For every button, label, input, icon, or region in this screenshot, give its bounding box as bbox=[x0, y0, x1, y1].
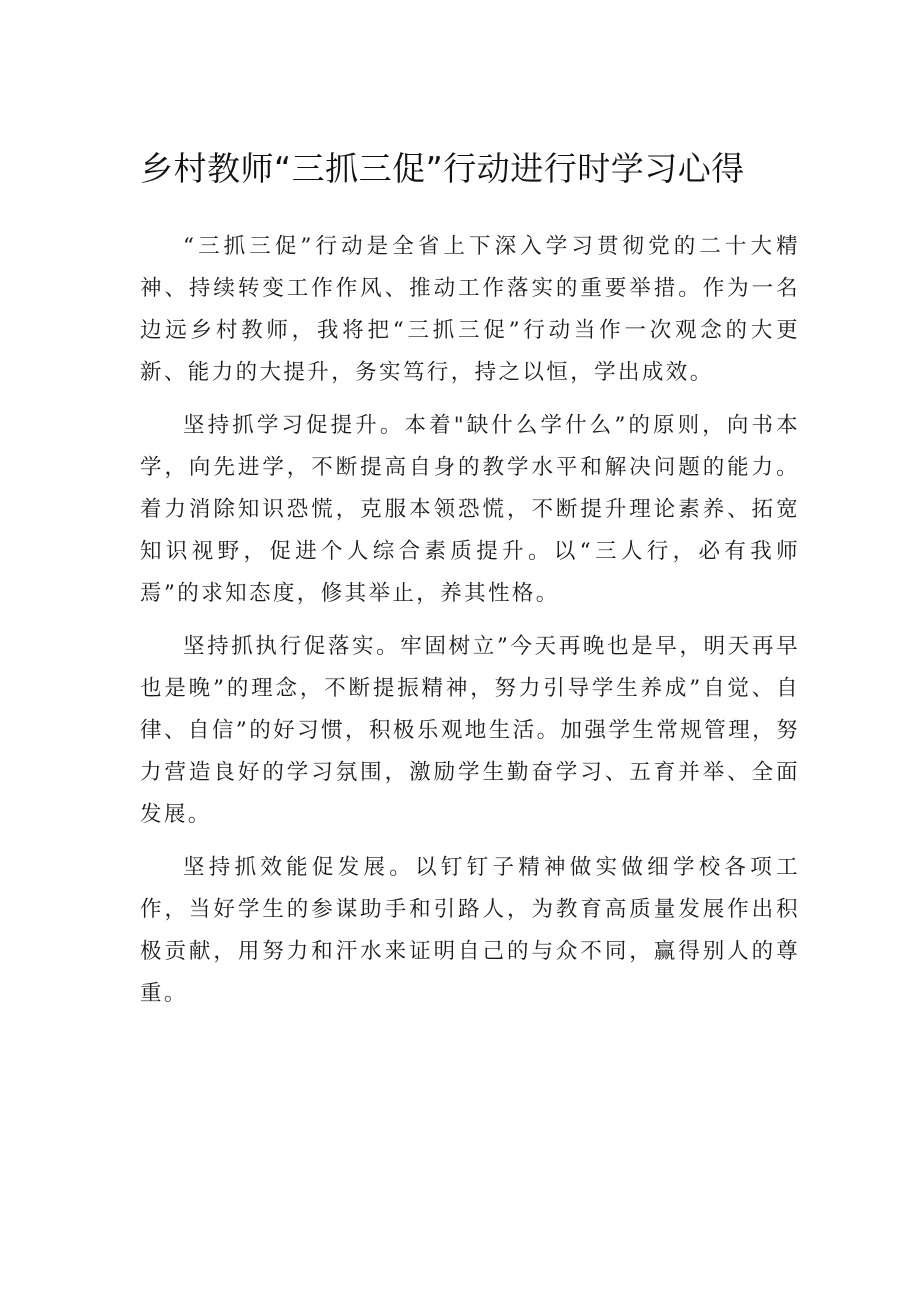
document-body bbox=[140, 226, 800, 1026]
paragraph-intro: “三抓三促”行动是全省上下深入学习贯彻党的二十大精神、持续转变工作作风、推动工作落实的重要举措。作为一名边远乡村教师，我将把“三抓三促”行动当作一次观念的大更新、能力的大提升，务实笃行，持之以恒，学出成效。 bbox=[140, 234, 800, 385]
paragraph-execution: 坚持抓执行促落实。牢固树立”今天再晚也是早，明天再早也是晚”的理念，不断提振精神，努力引导学生养成”自觉、自律、自信”的好习惯，积极乐观地生活。加强学生常规管理，努力营造良好的学习氛围，激励学生勤奋学习、五育并举、全面发展。 bbox=[140, 634, 800, 827]
document-title: 乡村教师“三抓三促”行动进行时学习心得 bbox=[140, 149, 745, 188]
paragraph-learning: 坚持抓学习促提升。本着"缺什么学什么”的原则，向书本学，向先进学，不断提高自身的教学水平和解决问题的能力。着力消除知识恐慌，克服本领恐慌，不断提升理论素养、拓宽知识视野，促进个人综合素质提升。以“三人行，必有我师焉”的求知态度，修其举止，养其性格。 bbox=[140, 413, 800, 606]
paragraph-efficiency: 坚持抓效能促发展。以钉钉子精神做实做细学校各项工作，当好学生的参谋助手和引路人，为教育高质量发展作出积极贡献，用努力和汗水来证明自己的与众不同，赢得别人的尊重。 bbox=[140, 855, 800, 1006]
